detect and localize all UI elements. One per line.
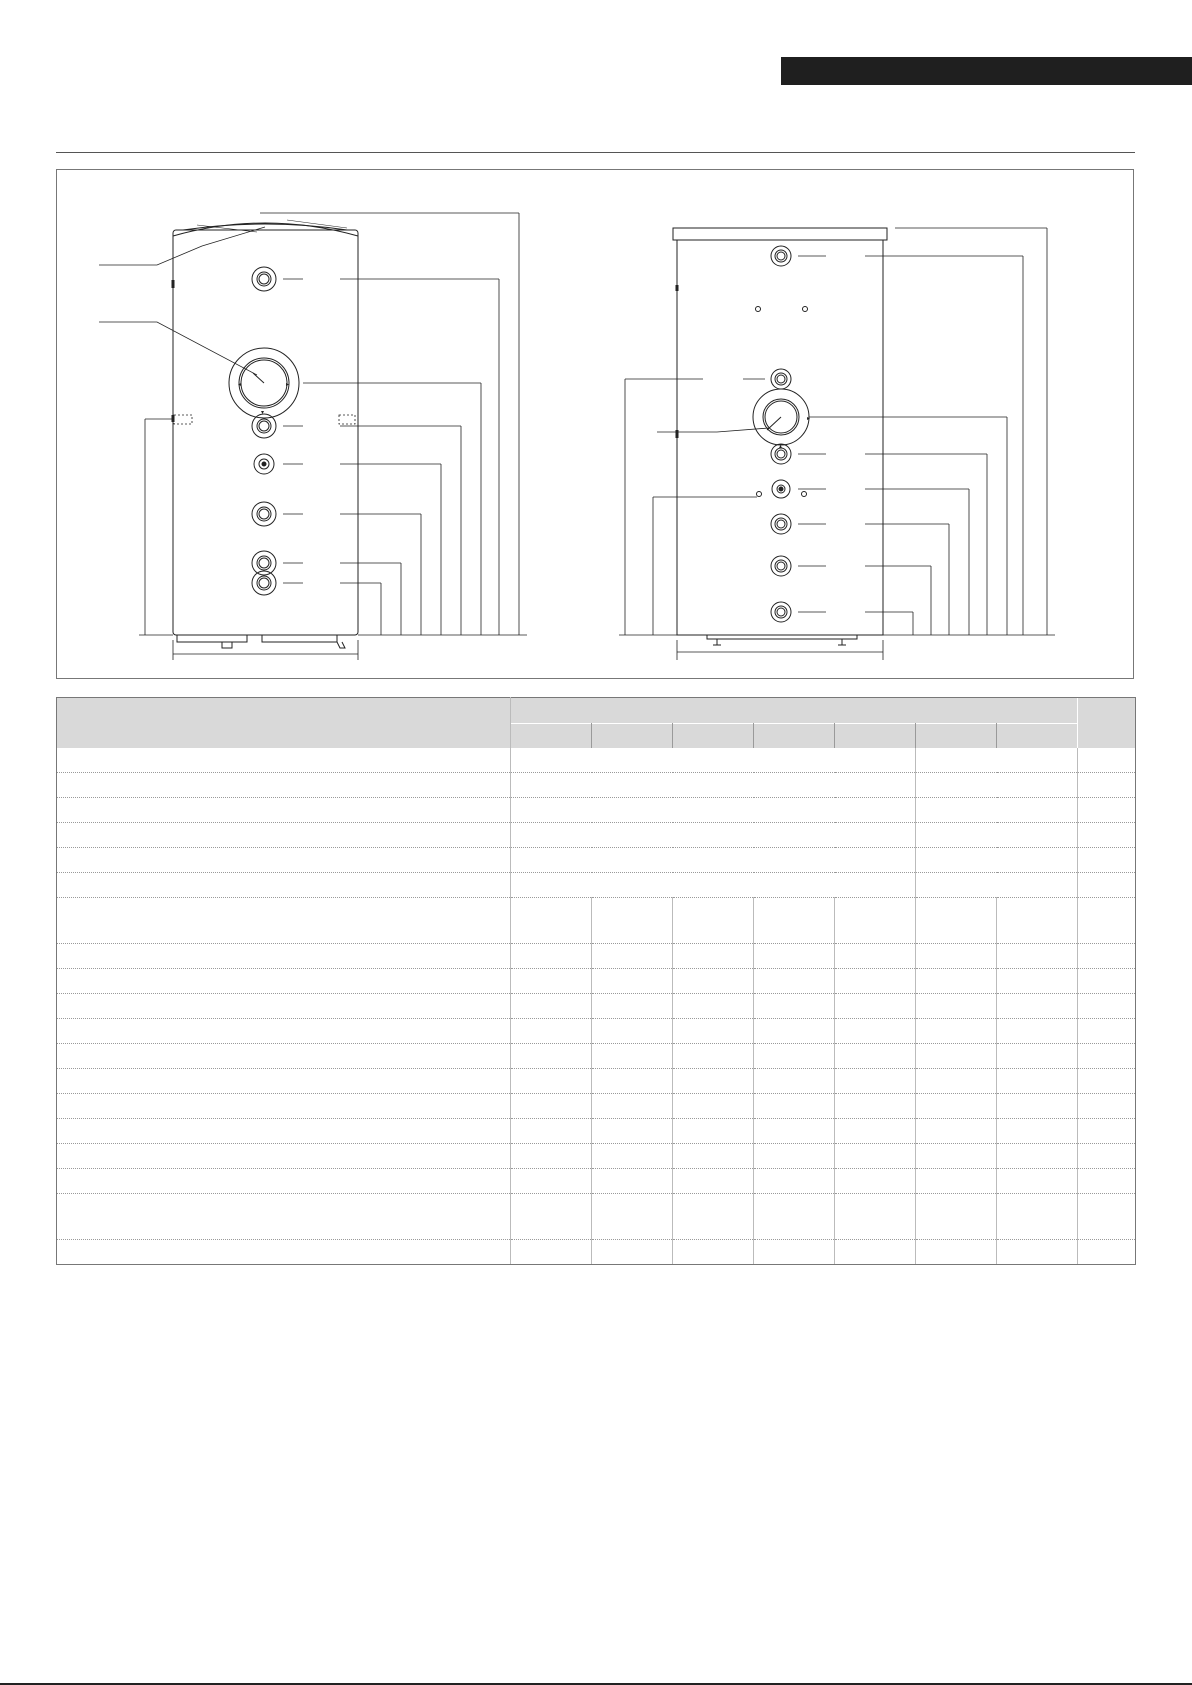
table-row — [57, 1144, 1136, 1169]
row-value — [592, 898, 673, 944]
table-header-label — [57, 698, 511, 749]
row-value — [754, 898, 835, 944]
row-value — [592, 1094, 673, 1119]
model-column-header — [835, 724, 916, 749]
row-value — [754, 1044, 835, 1069]
row-value — [997, 1119, 1078, 1144]
row-value — [592, 969, 673, 994]
table-row — [57, 798, 1136, 823]
row-value — [754, 1019, 835, 1044]
row-unit — [1078, 969, 1136, 994]
row-label — [57, 798, 511, 823]
front-inspection-flange — [229, 348, 299, 418]
row-value — [835, 1144, 916, 1169]
row-unit — [1078, 1169, 1136, 1194]
row-value — [916, 1044, 997, 1069]
row-value — [673, 969, 754, 994]
row-value — [673, 1169, 754, 1194]
row-value — [916, 994, 997, 1019]
svg-text:▸: ▸ — [286, 382, 290, 388]
front-connection-3 — [254, 454, 274, 474]
row-value-group-b — [916, 773, 1078, 798]
row-value — [673, 1019, 754, 1044]
table-row — [57, 1240, 1136, 1265]
row-value — [835, 1119, 916, 1144]
rear-connection-4 — [772, 480, 790, 498]
row-unit — [1078, 1069, 1136, 1094]
row-unit — [1078, 798, 1136, 823]
row-unit — [1078, 1094, 1136, 1119]
row-value — [835, 1194, 916, 1240]
row-value — [916, 1019, 997, 1044]
row-value — [835, 1094, 916, 1119]
table-row — [57, 823, 1136, 848]
row-value — [835, 944, 916, 969]
row-value — [754, 1240, 835, 1265]
table-row — [57, 1119, 1136, 1144]
row-label — [57, 848, 511, 873]
row-value — [511, 969, 592, 994]
row-value-group-b — [916, 823, 1078, 848]
row-unit — [1078, 1019, 1136, 1044]
row-value — [511, 1044, 592, 1069]
row-value — [916, 1240, 997, 1265]
model-column-header — [916, 724, 997, 749]
row-value — [997, 1144, 1078, 1169]
row-unit — [1078, 1119, 1136, 1144]
row-value — [673, 1069, 754, 1094]
row-value-group-a — [511, 798, 916, 823]
row-value — [592, 1169, 673, 1194]
svg-text:◂: ◂ — [238, 382, 242, 388]
row-value-group-a — [511, 848, 916, 873]
table-row — [57, 873, 1136, 898]
specification-table — [56, 697, 1136, 1265]
table-row — [57, 748, 1136, 773]
row-value — [916, 1119, 997, 1144]
row-value — [835, 1019, 916, 1044]
front-connection-4 — [252, 502, 276, 526]
row-value — [511, 1069, 592, 1094]
header-bar — [781, 57, 1192, 85]
table-row — [57, 1044, 1136, 1069]
rear-connection-5 — [771, 514, 791, 534]
table-row — [57, 898, 1136, 944]
table-row — [57, 1169, 1136, 1194]
row-value — [835, 1044, 916, 1069]
row-label — [57, 823, 511, 848]
row-label — [57, 1044, 511, 1069]
table-row — [57, 1019, 1136, 1044]
row-unit — [1078, 1240, 1136, 1265]
row-unit — [1078, 848, 1136, 873]
row-value — [592, 1019, 673, 1044]
row-value — [592, 994, 673, 1019]
row-label — [57, 1119, 511, 1144]
row-label — [57, 748, 511, 773]
row-value — [916, 1094, 997, 1119]
row-value — [673, 1044, 754, 1069]
front-connection-1 — [252, 267, 276, 291]
row-value — [754, 1069, 835, 1094]
rear-connection-2 — [771, 369, 791, 389]
row-unit — [1078, 823, 1136, 848]
row-value — [511, 944, 592, 969]
row-label — [57, 873, 511, 898]
row-value — [916, 898, 997, 944]
row-unit — [1078, 1194, 1136, 1240]
row-value — [754, 1144, 835, 1169]
row-value-group-b — [916, 748, 1078, 773]
row-value — [916, 1169, 997, 1194]
row-value-group-a — [511, 823, 916, 848]
row-unit — [1078, 1144, 1136, 1169]
row-value — [673, 1094, 754, 1119]
row-label — [57, 1194, 511, 1240]
row-unit — [1078, 773, 1136, 798]
model-column-header — [592, 724, 673, 749]
table-header-group — [511, 698, 1078, 724]
model-column-header — [673, 724, 754, 749]
row-value — [592, 1044, 673, 1069]
row-value — [592, 1119, 673, 1144]
row-value — [592, 944, 673, 969]
table-header-unit — [1078, 698, 1136, 749]
row-value — [997, 944, 1078, 969]
table-row — [57, 1094, 1136, 1119]
row-value — [511, 1169, 592, 1194]
row-value — [754, 969, 835, 994]
row-unit — [1078, 944, 1136, 969]
dimension-drawing — [57, 170, 1135, 680]
row-value — [997, 1094, 1078, 1119]
row-label — [57, 1169, 511, 1194]
row-value — [754, 994, 835, 1019]
row-label — [57, 1240, 511, 1265]
table-row — [57, 994, 1136, 1019]
row-unit — [1078, 748, 1136, 773]
top-rule — [56, 152, 1135, 153]
row-value — [835, 1169, 916, 1194]
row-value — [916, 1194, 997, 1240]
row-value — [511, 898, 592, 944]
row-value — [511, 1194, 592, 1240]
row-value-group-a — [511, 773, 916, 798]
rear-connection-7 — [771, 602, 791, 622]
row-value — [592, 1240, 673, 1265]
svg-text:▸: ▸ — [807, 416, 811, 422]
row-unit — [1078, 873, 1136, 898]
row-value — [754, 1169, 835, 1194]
row-value — [673, 944, 754, 969]
row-unit — [1078, 994, 1136, 1019]
table-row — [57, 944, 1136, 969]
row-value — [835, 1069, 916, 1094]
rear-connection-6 — [771, 556, 791, 576]
row-value — [916, 969, 997, 994]
row-value — [997, 994, 1078, 1019]
table-row — [57, 969, 1136, 994]
row-value — [511, 1019, 592, 1044]
row-label — [57, 1144, 511, 1169]
table-row — [57, 773, 1136, 798]
row-value — [997, 969, 1078, 994]
table-row — [57, 1069, 1136, 1094]
row-value — [916, 944, 997, 969]
row-value — [592, 1144, 673, 1169]
row-value — [916, 1069, 997, 1094]
row-value-group-b — [916, 798, 1078, 823]
row-label — [57, 944, 511, 969]
row-value — [835, 1240, 916, 1265]
row-value — [754, 1119, 835, 1144]
row-value — [997, 1169, 1078, 1194]
rear-connection-1 — [771, 246, 791, 266]
row-unit — [1078, 1044, 1136, 1069]
row-value — [511, 1240, 592, 1265]
svg-text:▾: ▾ — [261, 410, 265, 416]
row-value — [997, 1240, 1078, 1265]
rear-inspection-flange — [753, 389, 810, 450]
row-unit — [1078, 898, 1136, 944]
row-value — [673, 1119, 754, 1144]
row-value — [511, 1094, 592, 1119]
row-value — [592, 1194, 673, 1240]
row-value — [673, 898, 754, 944]
row-value — [673, 994, 754, 1019]
row-value — [835, 994, 916, 1019]
row-value — [916, 1144, 997, 1169]
row-label — [57, 773, 511, 798]
row-label — [57, 994, 511, 1019]
row-value — [511, 1144, 592, 1169]
row-value — [754, 944, 835, 969]
row-value-group-b — [916, 873, 1078, 898]
row-value — [835, 898, 916, 944]
row-value — [835, 969, 916, 994]
dimension-drawing-frame — [56, 169, 1134, 679]
front-view — [99, 213, 527, 660]
row-value-group-b — [916, 848, 1078, 873]
rear-view — [619, 228, 1055, 660]
row-label — [57, 1094, 511, 1119]
row-value — [511, 994, 592, 1019]
row-value — [511, 1119, 592, 1144]
row-label — [57, 969, 511, 994]
row-value — [592, 1069, 673, 1094]
row-value-group-a — [511, 873, 916, 898]
row-label — [57, 1069, 511, 1094]
row-value — [997, 898, 1078, 944]
table-row — [57, 848, 1136, 873]
row-value — [997, 1069, 1078, 1094]
row-value — [997, 1019, 1078, 1044]
row-value — [673, 1240, 754, 1265]
model-column-header — [754, 724, 835, 749]
row-value — [673, 1144, 754, 1169]
row-value — [754, 1094, 835, 1119]
row-value — [754, 1194, 835, 1240]
row-value-group-a — [511, 748, 916, 773]
svg-text:▴: ▴ — [779, 444, 783, 450]
row-label — [57, 1019, 511, 1044]
model-column-header — [511, 724, 592, 749]
row-label — [57, 898, 511, 944]
row-value — [997, 1044, 1078, 1069]
row-value — [673, 1194, 754, 1240]
row-value — [997, 1194, 1078, 1240]
model-column-header — [997, 724, 1078, 749]
table-row — [57, 1194, 1136, 1240]
